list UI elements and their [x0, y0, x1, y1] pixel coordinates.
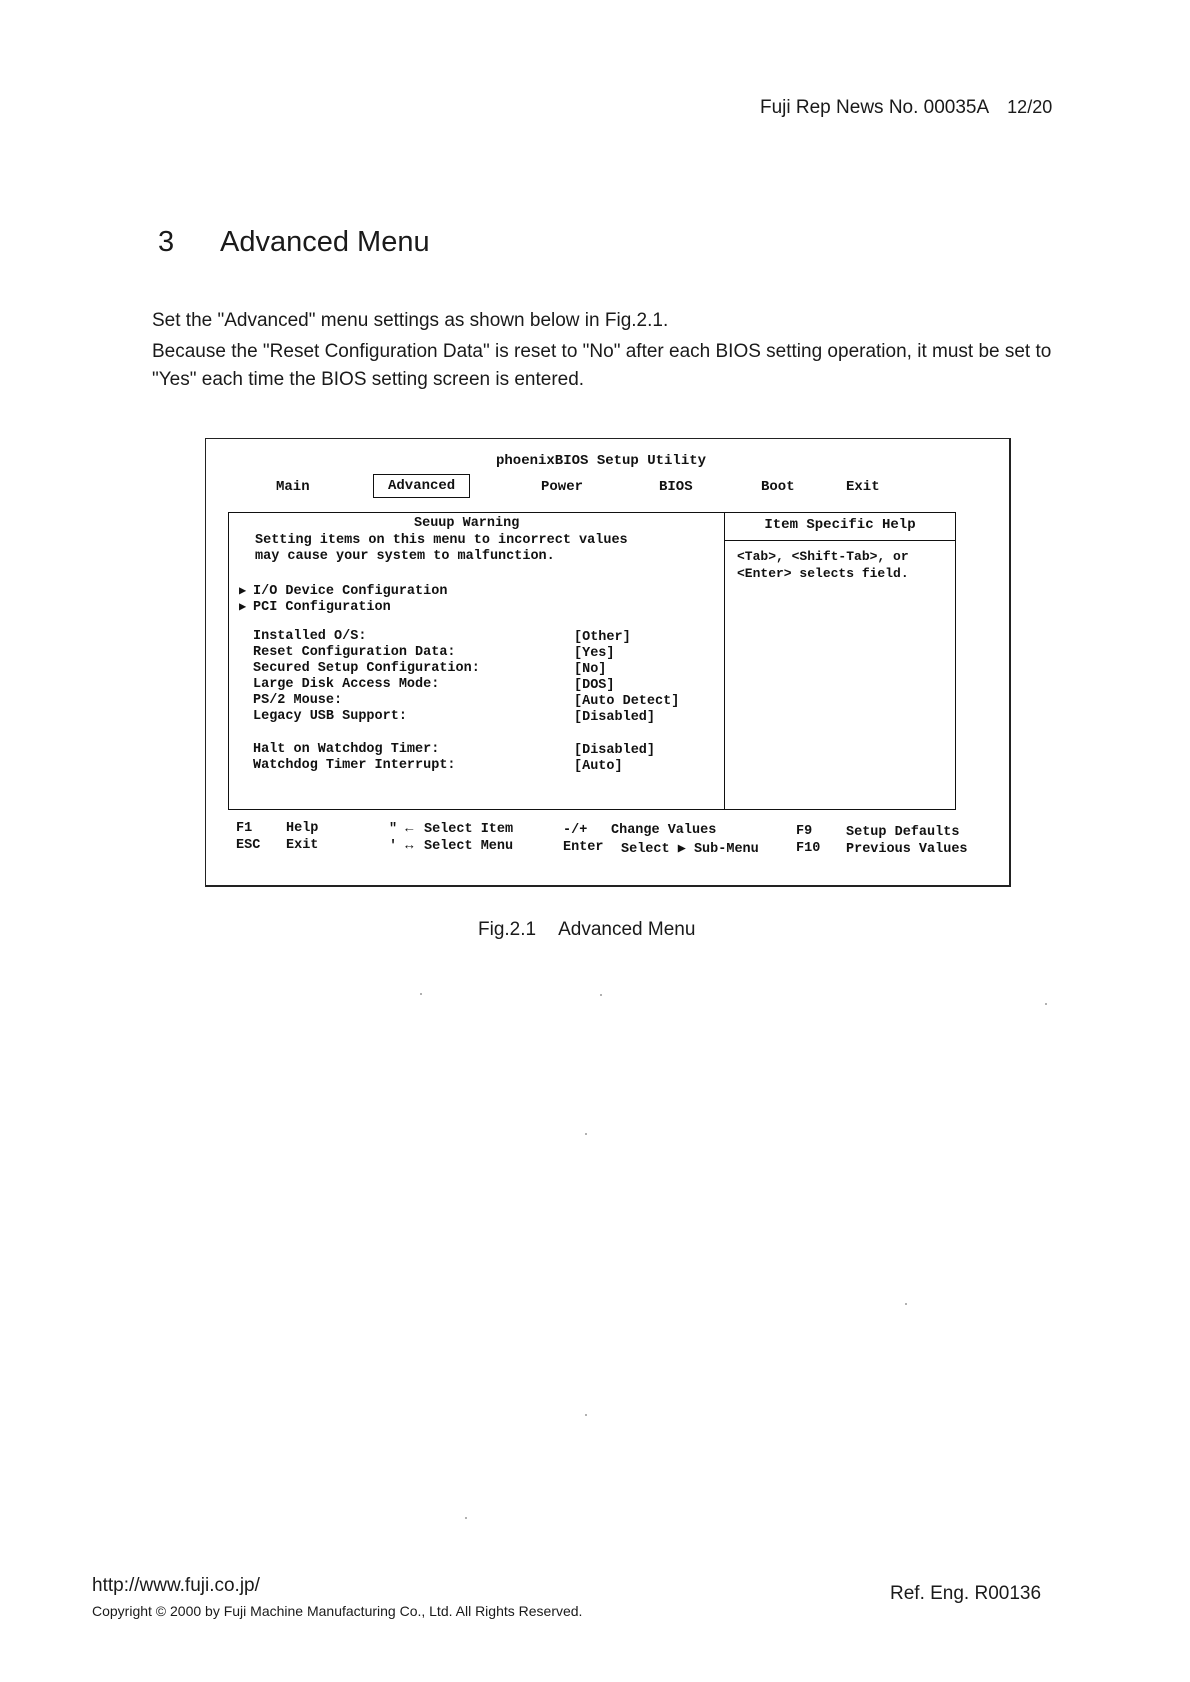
key-f10-label: Previous Values	[846, 842, 968, 857]
help-line: <Tab>, <Shift-Tab>, or	[737, 549, 909, 564]
section-number: 3	[158, 226, 175, 258]
section-title	[158, 226, 430, 259]
menu-power[interactable]: Power	[541, 479, 584, 495]
figure-caption	[478, 919, 695, 941]
key-esc: ESC	[236, 838, 261, 853]
reset-note-paragraph: Because the "Reset Configuration Data" is reset to "No" after each BIOS setting operation, it must be set to "Yes" each time the BIOS setting screen is entered.	[152, 341, 1052, 390]
document-header	[760, 97, 1052, 119]
menu-boot[interactable]: Boot	[761, 479, 795, 495]
setting-label: Watchdog Timer Interrupt:	[253, 758, 456, 773]
setting-value[interactable]: [Yes]	[574, 646, 615, 661]
footer-url[interactable]: http://www.fuji.co.jp/	[92, 1575, 260, 1596]
submenu-arrow-icon: ▶	[239, 584, 247, 598]
key-f10: F10	[796, 841, 821, 856]
setting-value[interactable]: [Other]	[574, 630, 631, 645]
footer-reference: Ref. Eng. R00136	[890, 1583, 1042, 1604]
enter-select-label: Select ▶ Sub-Menu	[621, 842, 759, 857]
key-f1-label: Help	[286, 821, 319, 836]
key-f9: F9	[796, 824, 813, 839]
submenu-io-device[interactable]: ▶ I/O Device Configuration	[239, 584, 448, 599]
footer-copyright: Copyright © 2000 by Fuji Machine Manufacturing Co., Ltd. All Rights Reserved.	[92, 1603, 583, 1619]
warning-line: may cause your system to malfunction.	[255, 549, 555, 564]
intro-paragraph: Set the "Advanced" menu settings as shown below in Fig.2.1.	[152, 310, 669, 331]
setting-value[interactable]: [Auto]	[574, 759, 623, 774]
rep-news-number: Fuji Rep News No. 00035A	[760, 97, 990, 118]
help-text	[737, 548, 909, 582]
setting-value[interactable]: [Disabled]	[574, 743, 656, 758]
scan-speck	[420, 993, 422, 995]
setting-label: PS/2 Mouse:	[253, 693, 343, 708]
setting-label: Reset Configuration Data:	[253, 645, 456, 660]
key-enter: Enter	[563, 840, 604, 855]
setting-label: Large Disk Access Mode:	[253, 677, 440, 692]
submenu-arrow-icon: ▶	[239, 600, 247, 614]
select-menu-label: Select Menu	[424, 839, 514, 854]
help-line: <Enter> selects field.	[737, 566, 909, 581]
setting-label: Installed O/S:	[253, 629, 367, 644]
change-values-label: Change Values	[611, 823, 717, 838]
settings-panel	[228, 512, 726, 810]
scan-speck	[1045, 1003, 1047, 1005]
submenu-pci[interactable]: ▶ PCI Configuration	[239, 600, 391, 615]
key-esc-label: Exit	[286, 838, 319, 853]
scan-speck	[600, 994, 602, 996]
setting-label: Secured Setup Configuration:	[253, 661, 480, 676]
arrow-keys-icon: ' ↔	[389, 839, 414, 854]
setting-value[interactable]: [No]	[574, 662, 607, 677]
scan-speck	[585, 1414, 587, 1416]
warning-line: Setting items on this menu to incorrect values	[255, 533, 628, 548]
scan-speck	[585, 1133, 587, 1135]
scan-speck	[905, 1303, 907, 1305]
setting-label: Halt on Watchdog Timer:	[253, 742, 440, 757]
setting-value[interactable]: [DOS]	[574, 678, 615, 693]
bios-menubar	[206, 479, 1009, 509]
help-panel	[724, 512, 956, 810]
scan-speck	[465, 1517, 467, 1519]
figure-title: Advanced Menu	[558, 919, 696, 940]
menu-bios[interactable]: BIOS	[659, 479, 693, 495]
select-item-label: Select Item	[424, 822, 514, 837]
help-title: Item Specific Help	[725, 513, 955, 541]
arrow-keys-icon: " ←	[389, 822, 414, 837]
menu-advanced[interactable]: Advanced	[373, 474, 470, 498]
menu-exit[interactable]: Exit	[846, 479, 880, 495]
setting-value[interactable]: [Disabled]	[574, 710, 656, 725]
setting-label: Legacy USB Support:	[253, 709, 407, 724]
figure-number: Fig.2.1	[478, 919, 537, 940]
setting-value[interactable]: [Auto Detect]	[574, 694, 680, 709]
page-number: 12/20	[1007, 97, 1053, 117]
menu-main[interactable]: Main	[276, 479, 310, 495]
section-heading: Advanced Menu	[220, 226, 430, 258]
key-f1: F1	[236, 821, 253, 836]
key-plus-minus: -/+	[563, 823, 588, 838]
bios-screen	[205, 438, 1011, 887]
bios-title: phoenixBIOS Setup Utility	[496, 453, 707, 469]
warning-title: Seuup Warning	[414, 516, 520, 531]
key-f9-label: Setup Defaults	[846, 825, 960, 840]
